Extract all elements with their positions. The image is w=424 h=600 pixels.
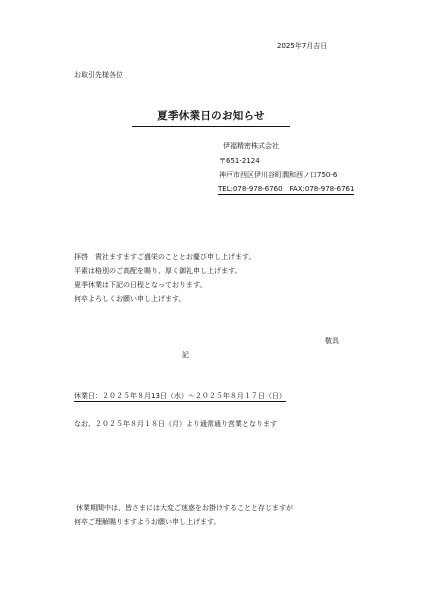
body-line: 拝啓 貴社ますますご盛栄のこととお慶び申し上げます。	[74, 253, 256, 261]
closing-keigu: 敬具	[325, 337, 339, 345]
sender-address: 神戸市西区伊川谷町潤和西ノ口750-6	[219, 171, 338, 179]
recipient: お取引先様各位	[74, 71, 123, 79]
ki-marker: 記	[182, 351, 189, 359]
title-underline	[132, 126, 290, 127]
holiday-period: 休業日：２０２５年８月13日（水）～２０２５年８月１７日（日）	[74, 392, 286, 400]
document-date: 2025年7月吉日	[277, 42, 328, 50]
footer-line: 休業期間中は、皆さまには大変ご迷惑をお掛けすることと存じますが	[76, 504, 293, 512]
footer-line: 何卒ご理解賜りますようお願い申し上げます。	[74, 518, 221, 526]
document-title: 夏季休業日のお知らせ	[157, 110, 265, 122]
body-line: 平素は格別のご高配を賜り、厚く御礼申し上げます。	[74, 267, 242, 275]
body-line: 何卒よろしくお願い申し上げます。	[74, 295, 186, 303]
sender-company: 伊福精密株式会社	[223, 142, 279, 150]
sender-contact: TEL:078-978-6760 FAX:078-978-6761	[218, 185, 355, 193]
resume-notice: なお、２０２５年８月１８日（月）より通常通り営業となります	[74, 420, 277, 428]
sender-postal: 〒651-2124	[219, 157, 260, 165]
body-line: 夏季休業は下記の日程となっております。	[74, 281, 207, 289]
